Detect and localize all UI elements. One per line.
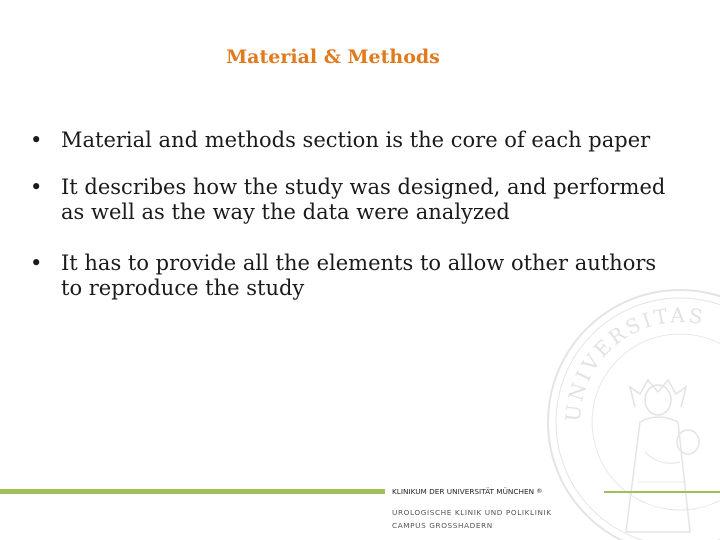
- department-name: UROLOGISCHE KLINIK UND POLIKLINIK: [392, 508, 552, 517]
- footer-block: [392, 487, 612, 532]
- bullet-text: It has to provide all the elements to allow other authors to reproduce the study: [61, 251, 657, 300]
- footer-department: [392, 506, 612, 532]
- slide-title: Material & Methods: [226, 46, 440, 68]
- bullet-item: [30, 128, 670, 153]
- footer-rule-left: [0, 489, 385, 494]
- footer-rule-right: [604, 491, 720, 493]
- campus-name: CAMPUS GROSSHADERN: [392, 521, 493, 530]
- registered-mark: ®: [536, 488, 543, 495]
- bullet-marker: •: [30, 251, 43, 275]
- footer-institution: [392, 487, 612, 497]
- bullet-text: Material and methods section is the core of each paper: [61, 128, 651, 152]
- institution-name: KLINIKUM DER UNIVERSITÄT MÜNCHEN: [392, 487, 535, 496]
- bullet-marker: •: [30, 175, 43, 199]
- bullet-item: [30, 175, 670, 225]
- seal-text: UNIVERSITAS: [560, 302, 708, 423]
- bullet-marker: •: [30, 128, 43, 152]
- bullet-text: It describes how the study was designed, and performed as well as the way the data were analyzed: [61, 175, 666, 224]
